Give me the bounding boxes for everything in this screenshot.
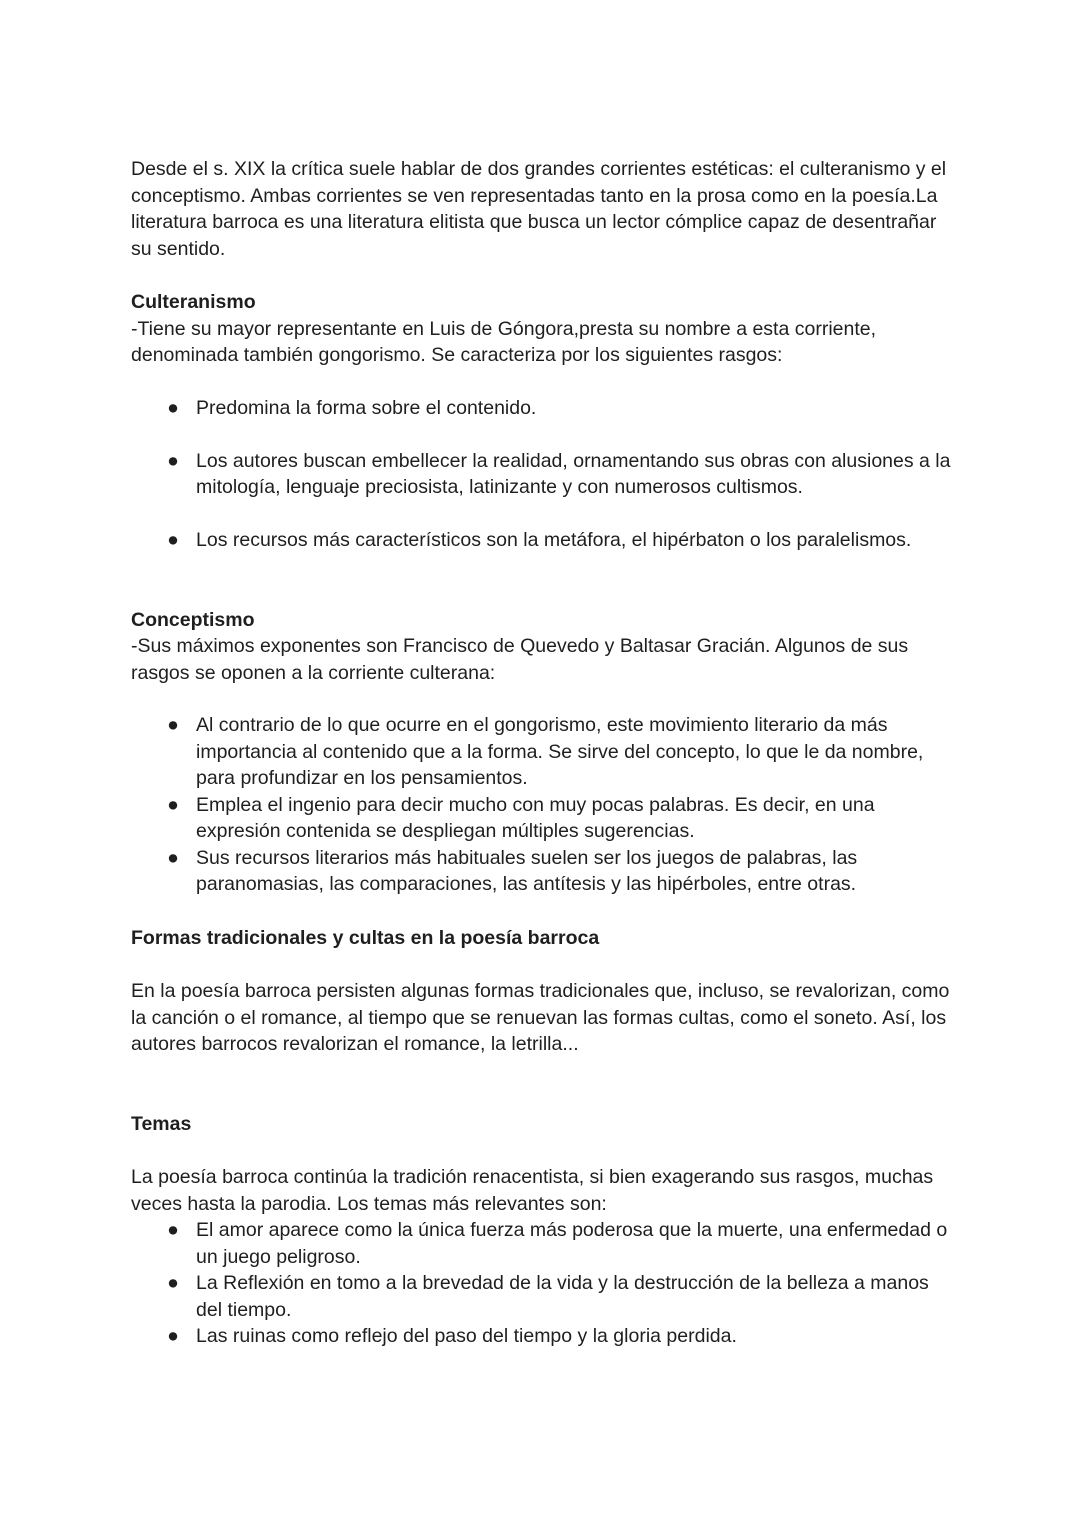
- list-item: ● Predomina la forma sobre el contenido.: [196, 395, 960, 422]
- list-item: ● El amor aparece como la única fuerza más poderosa que la muerte, una enfermedad o un juego peligroso.: [167, 1219, 948, 1268]
- temas-list: [131, 1217, 960, 1350]
- bullet-icon: ●: [167, 1272, 179, 1294]
- list-item: ● Las ruinas como reflejo del paso del tiempo y la gloria perdida.: [196, 1323, 960, 1350]
- bullet-icon: ●: [167, 449, 179, 472]
- formas-paragraph: En la poesía barroca persisten algunas formas tradicionales que, incluso, se revalorizan, como la canción o el romance, al tiempo que se renuevan las formas cultas, como el soneto. Así, los autores barrocos revalorizan el romance, la letrilla...: [131, 980, 950, 1055]
- intro-paragraph: Desde el s. XIX la crítica suele hablar de dos grandes corrientes estéticas: el culteranismo y el conceptismo. Ambas corrientes se ven representadas tanto en la prosa como en la poesía.La literatura barroca es una literatura elitista que busca un lector cómplice capaz de desentrañar su sentido.: [131, 158, 947, 260]
- list-item: ● Los recursos más característicos son la metáfora, el hipérbaton o los paralelismos.: [196, 527, 960, 554]
- culteranismo-heading: Culteranismo: [131, 291, 256, 313]
- list-item: ● Sus recursos literarios más habituales suelen ser los juegos de palabras, las paranomasias, las comparaciones, las antítesis y las hipérboles, entre otras.: [167, 846, 858, 895]
- bullet-icon: ●: [167, 793, 179, 816]
- temas-heading: Temas: [131, 1112, 192, 1135]
- list-item: ● Emplea el ingenio para decir mucho con muy pocas palabras. Es decir, en una expresión contenida se despliegan múltiples sugerencias.: [167, 793, 875, 842]
- conceptismo-paragraph: -Sus máximos exponentes son Francisco de Quevedo y Baltasar Gracián. Algunos de sus rasgos se oponen a la corriente culterana:: [131, 635, 909, 684]
- temas-paragraph: La poesía barroca continúa la tradición renacentista, si bien exagerando sus rasgos, muchas veces hasta la parodia. Los temas más relevantes son:: [131, 1166, 934, 1215]
- bullet-icon: ●: [167, 714, 179, 736]
- formas-heading: Formas tradicionales y cultas en la poesía barroca: [131, 926, 600, 949]
- bullet-icon: ●: [167, 1219, 179, 1241]
- conceptismo-heading: Conceptismo: [131, 608, 255, 631]
- conceptismo-list: [131, 712, 960, 898]
- list-item: ● Al contrario de lo que ocurre en el gongorismo, este movimiento literario da más importancia al contenido que a la forma. Se sirve del concepto, lo que le da nombre, para profundizar en los pensamientos.: [167, 714, 924, 789]
- bullet-icon: ●: [167, 846, 179, 869]
- list-item: ● La Reflexión en tomo a la brevedad de la vida y la destrucción de la belleza a manos del tiempo.: [167, 1272, 929, 1321]
- bullet-icon: ●: [167, 529, 179, 551]
- culteranismo-paragraph: -Tiene su mayor representante en Luis de Góngora,presta su nombre a esta corriente, denominada también gongorismo. Se caracteriza por los siguientes rasgos:: [131, 317, 877, 366]
- list-item: ● Los autores buscan embellecer la realidad, ornamentando sus obras con alusiones a la mitología, lenguaje preciosista, latinizante y con numerosos cultismos.: [167, 449, 951, 498]
- culteranismo-list: [131, 395, 960, 554]
- bullet-icon: ●: [167, 1325, 179, 1347]
- bullet-icon: ●: [167, 396, 179, 419]
